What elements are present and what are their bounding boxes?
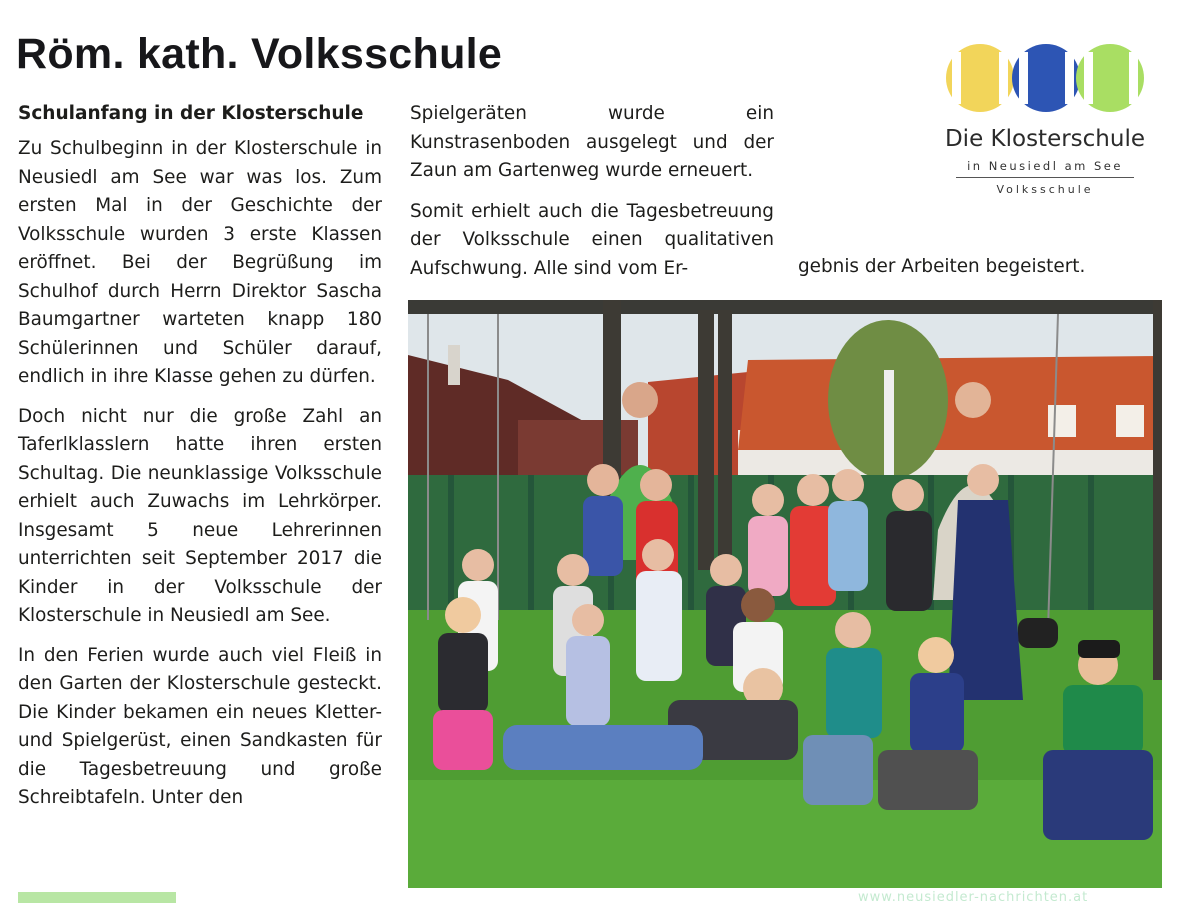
logo-type: Volksschule <box>996 183 1094 196</box>
school-logo <box>920 38 1170 203</box>
footer-url: www.neusiedler-nachrichten.at <box>858 890 1089 905</box>
logo-name: Die Klosterschule <box>944 126 1146 152</box>
paragraph: Zu Schulbeginn in der Klosterschule in Neusiedl am See war was los. Zum ersten Mal in der Geschichte der Volksschule wurden 3 erste Klassen eröffnet. Bei der Begrüßung im Schulhof durch Herrn Direktor Sascha Baumgartner warteten knapp 180 Schülerinnen und Schüler darauf, endlich in ihre Klasse gehen zu dürfen. <box>18 138 382 387</box>
article-column-2 <box>410 100 774 295</box>
paragraph: gebnis der Arbeiten begeistert. <box>798 256 1086 277</box>
page-title: Röm. kath. Volksschule <box>16 30 503 78</box>
paragraph: In den Ferien wurde auch viel Fleiß in den Garten der Klosterschule gesteckt. Die Kinder bekamen ein neues Kletter- und Spielgerüst, einen Sandkasten für die Tagesbetreuung und große Schreibtafeln. Unter den <box>18 644 382 808</box>
logo-divider <box>956 177 1134 178</box>
article-column-3 <box>798 253 1158 293</box>
footer-accent-bar <box>18 892 176 903</box>
paragraph: Spielgeräten wurde ein Kunstrasenboden ausgelegt und der Zaun am Gartenweg wurde erneuert. <box>410 103 774 181</box>
paragraph: Somit erhielt auch die Tagesbetreuung der Volksschule einen qualitativen Aufschwung. Alle sind vom Er- <box>410 200 774 279</box>
logo-circles-icon <box>920 38 1170 118</box>
group-photo-icon <box>408 300 1162 888</box>
article-subheading: Schulanfang in der Klosterschule <box>18 103 364 124</box>
class-photo <box>408 300 1162 888</box>
article-column-1 <box>18 100 382 824</box>
logo-subtitle: in Neusiedl am See <box>967 159 1123 173</box>
paragraph: Doch nicht nur die große Zahl an Taferlklasslern hatte ihren ersten Schultag. Die neunklassige Volksschule erhielt auch Zuwachs im Lehrkörper. Insgesamt 5 neue Lehrerinnen unterrichten seit September 2017 die Kinder in der Volksschule der Klosterschule in Neusiedl am See. <box>18 405 382 626</box>
